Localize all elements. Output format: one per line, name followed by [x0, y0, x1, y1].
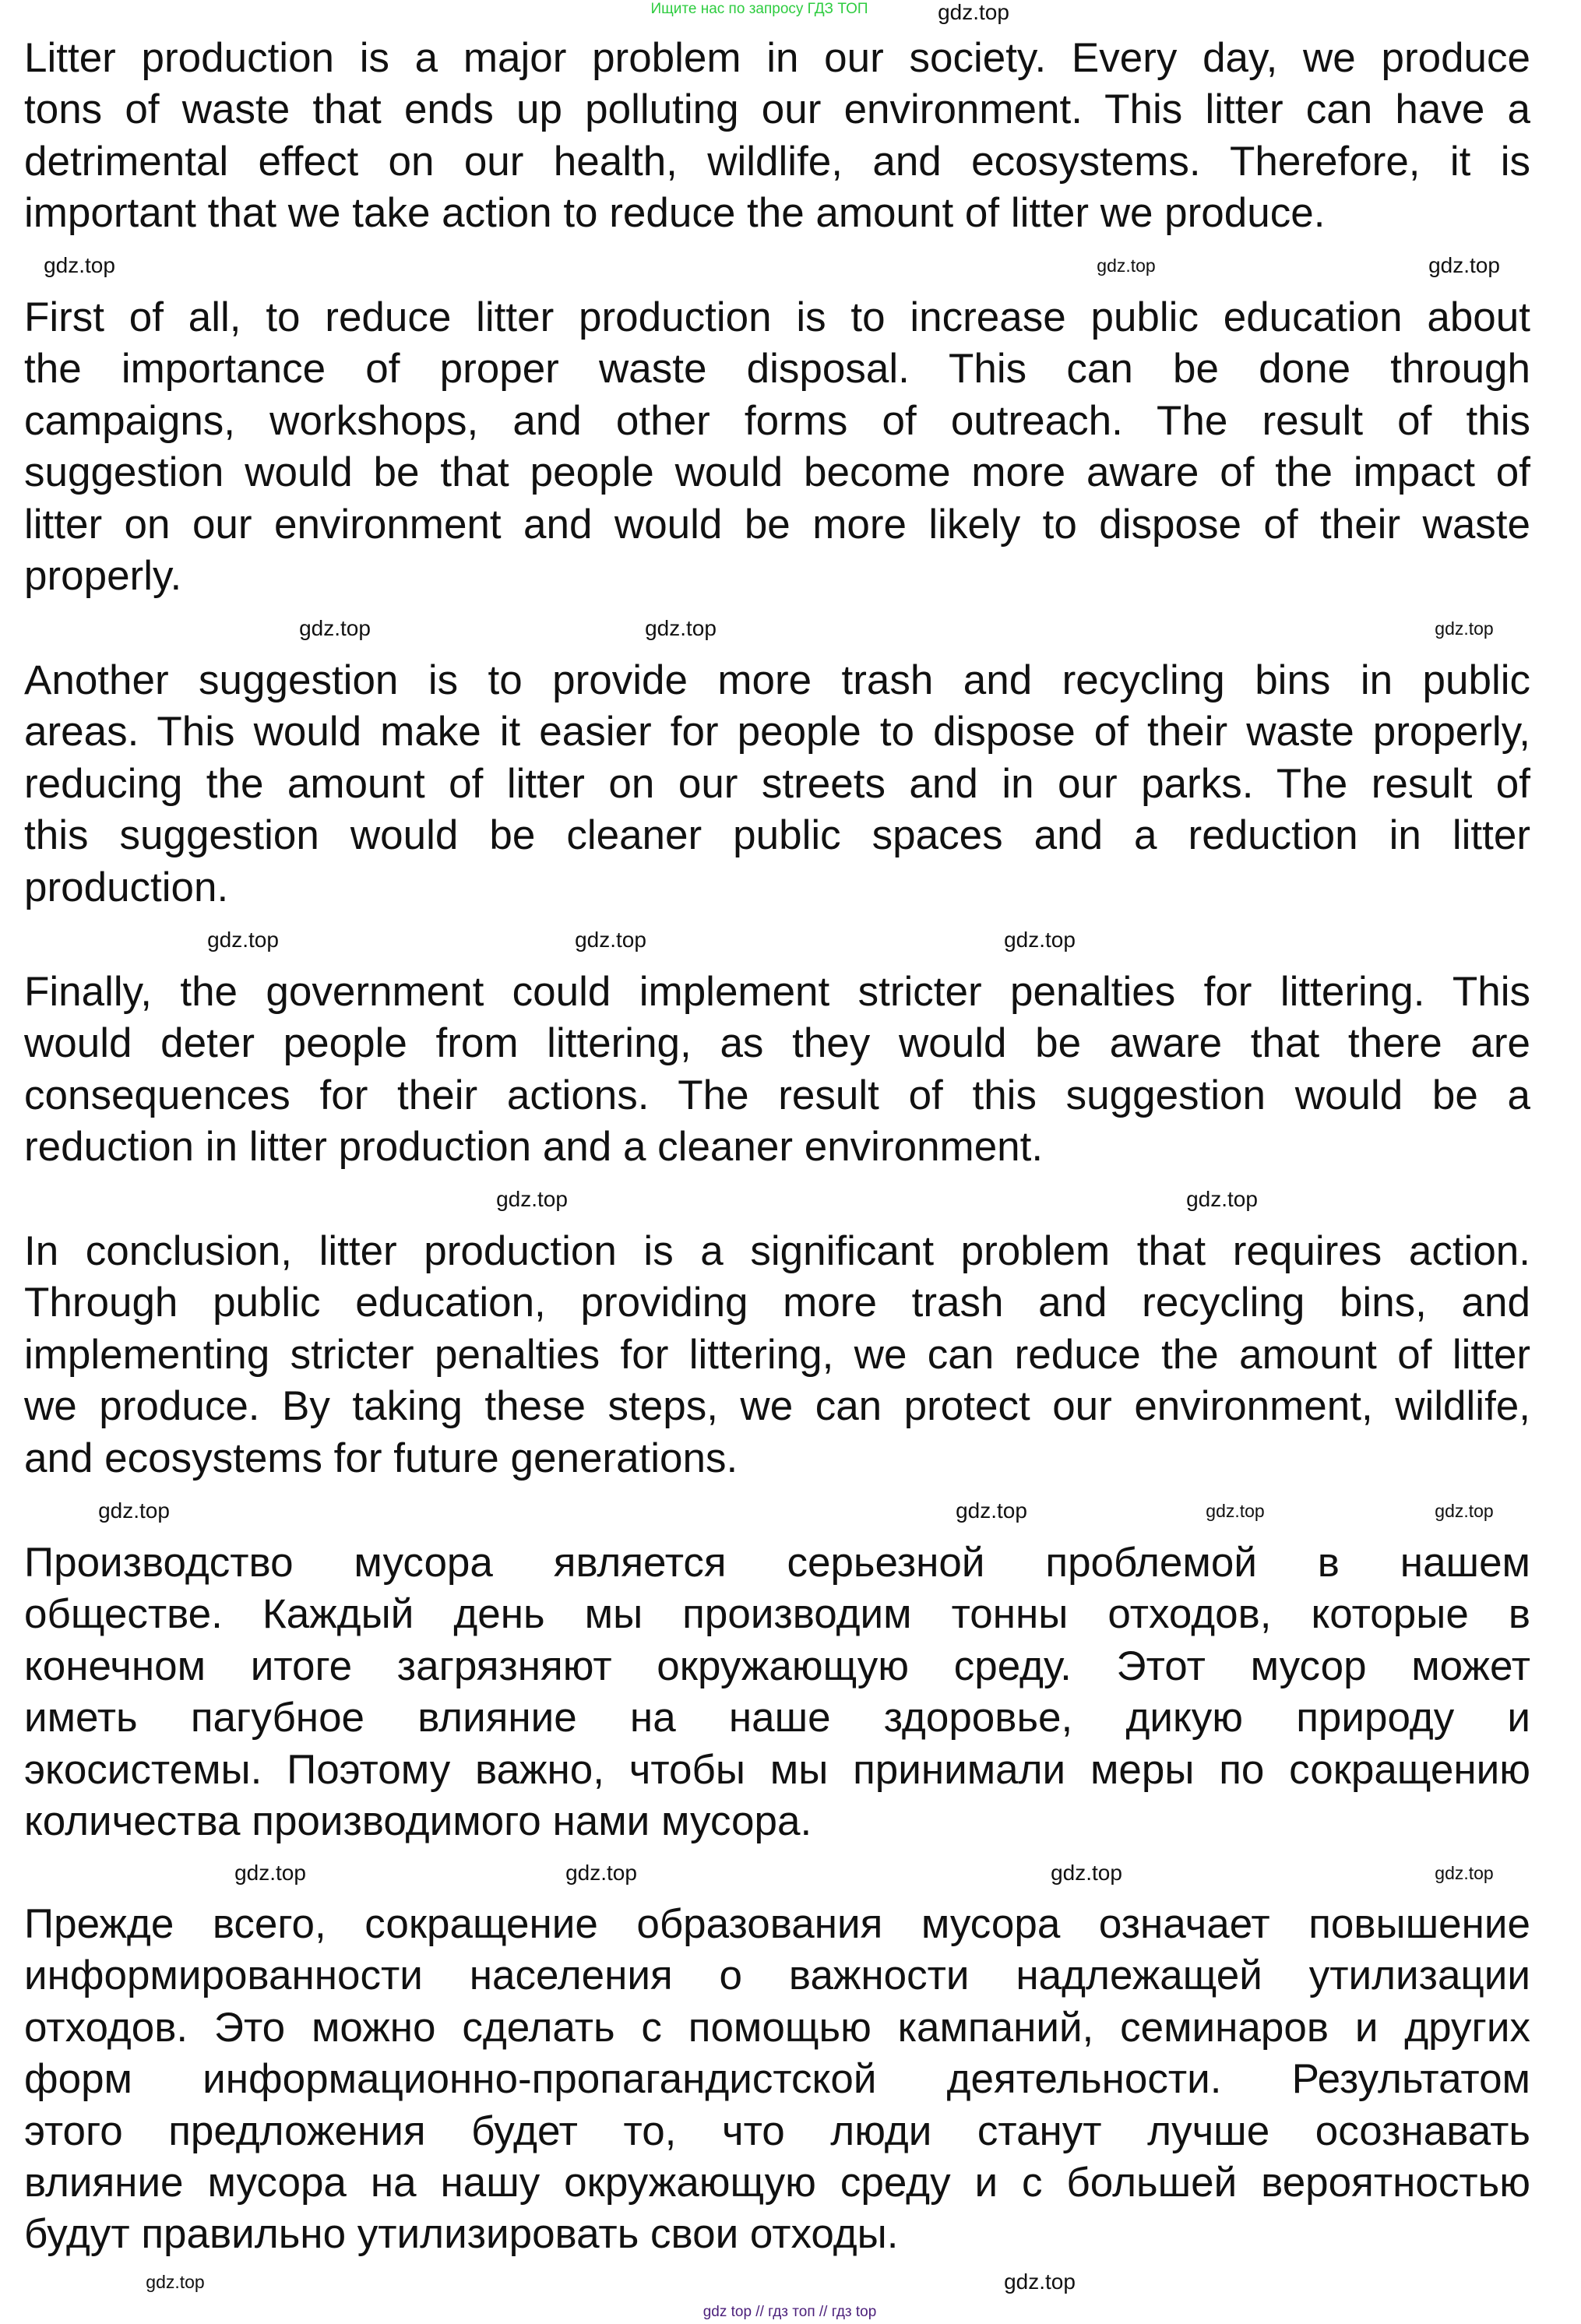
text-line: информированности населения о важности надлежащей утилизации [24, 1953, 1530, 1999]
watermark: gdz.top [1206, 1501, 1265, 1521]
watermark: gdz.top [1428, 253, 1500, 277]
watermark: gdz.top [645, 616, 717, 640]
text-line: будут правильно утилизировать свои отходы. [24, 2211, 899, 2258]
text-line: количества производимого нами мусора. [24, 1798, 812, 1844]
watermark: gdz.top [575, 928, 646, 952]
watermark: gdz.top [1435, 618, 1494, 639]
paragraph [24, 1899, 1530, 2261]
watermark: gdz.top [299, 616, 371, 640]
text-line: reduction in litter production and a cleaner environment. [24, 1124, 1044, 1171]
paragraph [24, 292, 1530, 602]
text-line: First of all, to reduce litter production is to increase public education about [24, 294, 1530, 340]
footer-banner: gdz top // гдз топ // гдз top [702, 2304, 877, 2320]
text-line: important that we take action to reduce the amount of litter we produce. [24, 190, 1326, 237]
text-line: отходов. Это можно сделать с помощью кампаний, семинаров и других [24, 2004, 1530, 2051]
text-line: consequences for their actions. The result of this suggestion would be a [24, 1072, 1530, 1118]
watermark: gdz.top [496, 1187, 568, 1211]
paragraph [24, 655, 1530, 914]
text-line: tons of waste that ends up polluting our environment. This litter can have a [24, 86, 1530, 133]
watermark: gdz.top [1051, 1861, 1122, 1885]
text-line: обществе. Каждый день мы производим тонны отходов, которые в [24, 1591, 1530, 1638]
paragraph [24, 1226, 1530, 1484]
text-line: implementing stricter penalties for littering, we can reduce the amount of litter [24, 1331, 1530, 1378]
text-line: suggestion would be that people would become more aware of the impact of [24, 449, 1530, 496]
paragraph [24, 967, 1530, 1174]
watermark: gdz.top [44, 253, 115, 277]
watermark: gdz.top [1435, 1501, 1494, 1521]
header-banner: Ищите нас по запросу ГДЗ ТОП [650, 1, 868, 17]
text-line: litter on our environment and would be more likely to dispose of their waste [24, 501, 1530, 548]
text-line: экосистемы. Поэтому важно, чтобы мы принимали меры по сокращению [24, 1746, 1530, 1793]
text-line: campaigns, workshops, and other forms of outreach. The result of this [24, 397, 1530, 444]
text-line: the importance of proper waste disposal. This can be done through [24, 346, 1530, 393]
text-line: Through public education, providing more trash and recycling bins, and [24, 1280, 1530, 1326]
watermark: gdz.top [146, 2272, 205, 2292]
text-line: Прежде всего, сокращение образования мусора означает повышение [24, 1901, 1530, 1947]
text-line: we produce. By taking these steps, we can protect our environment, wildlife, [24, 1383, 1530, 1430]
paragraph [24, 1537, 1530, 1847]
watermark: gdz.top [938, 0, 1009, 24]
text-line: production. [24, 864, 229, 910]
watermark: gdz.top [1186, 1187, 1258, 1211]
watermark: gdz.top [1004, 2269, 1076, 2294]
text-line: areas. This would make it easier for people to dispose of their waste properly, [24, 709, 1530, 755]
text-line: Производство мусора является серьезной проблемой в нашем [24, 1540, 1530, 1586]
watermark: gdz.top [234, 1861, 306, 1885]
text-line: Litter production is a major problem in our society. Every day, we produce [24, 35, 1530, 81]
watermark: gdz.top [565, 1861, 637, 1885]
text-line: this suggestion would be cleaner public spaces and a reduction in litter [24, 812, 1530, 859]
watermark: gdz.top [1097, 255, 1156, 276]
watermark: gdz.top [98, 1498, 170, 1523]
watermark: gdz.top [1435, 1863, 1494, 1883]
text-line: and ecosystems for future generations. [24, 1435, 738, 1481]
paragraph [24, 33, 1530, 240]
text-line: влияние мусора на нашу окружающую среду и с большей вероятностью [24, 2159, 1530, 2206]
watermark: gdz.top [956, 1498, 1027, 1523]
text-line: detrimental effect on our health, wildlife, and ecosystems. Therefore, it is [24, 138, 1530, 185]
text-line: иметь пагубное влияние на наше здоровье, дикую природу и [24, 1695, 1530, 1741]
text-line: форм информационно-пропагандистской деятельности. Результатом [24, 2056, 1530, 2103]
text-line: Another suggestion is to provide more trash and recycling bins in public [24, 657, 1530, 703]
watermark: gdz.top [207, 928, 279, 952]
text-line: would deter people from littering, as they would be aware that there are [24, 1020, 1530, 1067]
text-line: этого предложения будет то, что люди станут лучше осознавать [24, 2107, 1530, 2154]
text-line: конечном итоге загрязняют окружающую среду. Этот мусор может [24, 1643, 1530, 1689]
text-line: properly. [24, 552, 182, 599]
text-line: Finally, the government could implement stricter penalties for littering. This [24, 969, 1530, 1015]
text-line: In conclusion, litter production is a significant problem that requires action. [24, 1228, 1530, 1274]
watermark: gdz.top [1004, 928, 1076, 952]
text-line: reducing the amount of litter on our streets and in our parks. The result of [24, 760, 1530, 807]
